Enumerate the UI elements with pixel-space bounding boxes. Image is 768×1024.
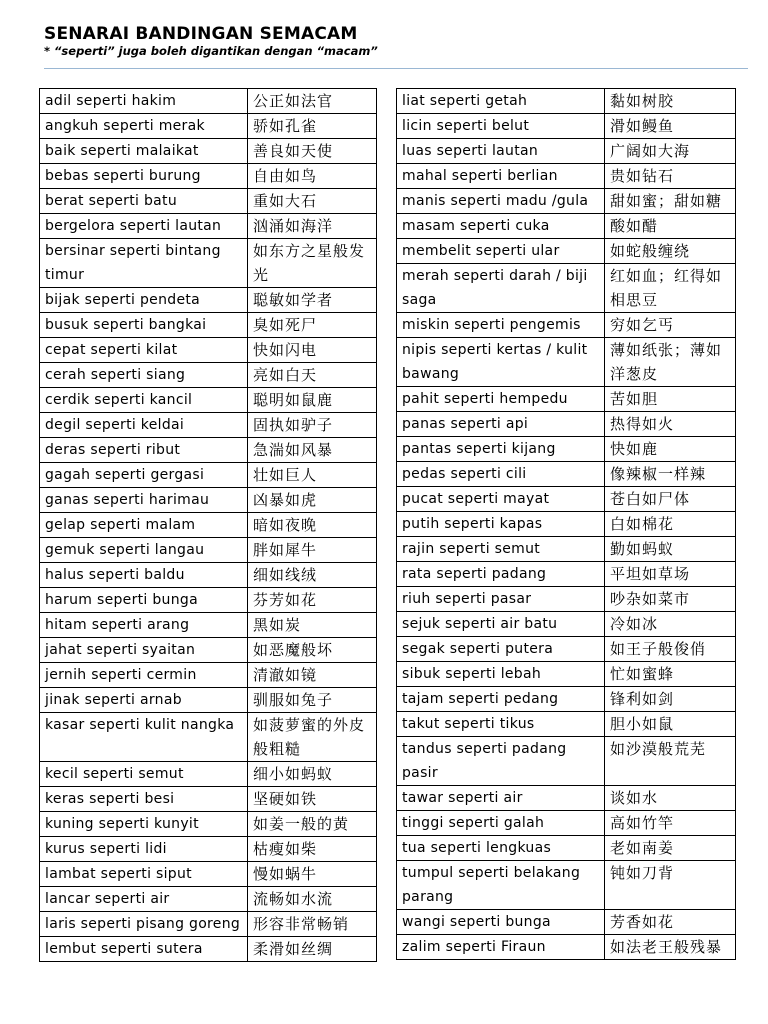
table-row — [397, 637, 736, 662]
chinese-translation: 枯瘦如柴 — [248, 837, 377, 862]
chinese-translation: 胆小如鼠 — [605, 712, 736, 737]
malay-simile: riuh seperti pasar — [397, 587, 605, 612]
chinese-translation: 老如南姜 — [605, 836, 736, 861]
chinese-translation: 亮如白天 — [248, 363, 377, 388]
table-row — [40, 363, 377, 388]
table-row — [40, 638, 377, 663]
table-row — [397, 139, 736, 164]
malay-simile: degil seperti keldai — [40, 413, 248, 438]
table-row — [397, 512, 736, 537]
malay-simile: rata seperti padang — [397, 562, 605, 587]
table-row — [40, 862, 377, 887]
chinese-translation: 臭如死尸 — [248, 313, 377, 338]
chinese-translation: 钝如刀背 — [605, 861, 736, 910]
malay-simile: kecil seperti semut — [40, 762, 248, 787]
malay-simile: gelap seperti malam — [40, 513, 248, 538]
table-row — [397, 387, 736, 412]
malay-simile: cerdik seperti kancil — [40, 388, 248, 413]
chinese-translation: 酸如醋 — [605, 214, 736, 239]
table-row — [40, 588, 377, 613]
malay-simile: putih seperti kapas — [397, 512, 605, 537]
malay-simile: laris seperti pisang goreng — [40, 912, 248, 937]
document-subtitle: * “seperti” juga boleh digantikan dengan “macam” — [44, 44, 378, 58]
malay-simile: angkuh seperti merak — [40, 114, 248, 139]
table-row — [40, 563, 377, 588]
malay-simile: miskin seperti pengemis — [397, 313, 605, 338]
malay-simile: membelit seperti ular — [397, 239, 605, 264]
table-row — [40, 388, 377, 413]
table-row — [40, 812, 377, 837]
table-row — [40, 463, 377, 488]
malay-simile: cepat seperti kilat — [40, 338, 248, 363]
chinese-translation: 急湍如风暴 — [248, 438, 377, 463]
chinese-translation: 白如棉花 — [605, 512, 736, 537]
table-row — [40, 189, 377, 214]
chinese-translation: 公正如法官 — [248, 89, 377, 114]
malay-simile: deras seperti ribut — [40, 438, 248, 463]
malay-simile: tumpul seperti belakang parang — [397, 861, 605, 910]
table-row — [40, 288, 377, 313]
table-row — [40, 887, 377, 912]
chinese-translation: 谈如水 — [605, 786, 736, 811]
malay-simile: halus seperti baldu — [40, 563, 248, 588]
table-row — [397, 562, 736, 587]
malay-simile: pahit seperti hempedu — [397, 387, 605, 412]
chinese-translation: 如菠萝蜜的外皮般粗糙 — [248, 713, 377, 762]
header-divider — [44, 68, 748, 69]
table-row — [40, 613, 377, 638]
chinese-translation: 穷如乞丐 — [605, 313, 736, 338]
malay-simile: bergelora seperti lautan — [40, 214, 248, 239]
malay-simile: gemuk seperti langau — [40, 538, 248, 563]
chinese-translation: 热得如火 — [605, 412, 736, 437]
table-row — [40, 438, 377, 463]
malay-simile: gagah seperti gergasi — [40, 463, 248, 488]
chinese-translation: 勤如蚂蚁 — [605, 537, 736, 562]
table-row — [397, 89, 736, 114]
malay-simile: nipis seperti kertas / kulit bawang — [397, 338, 605, 387]
right-simile-table — [396, 88, 736, 960]
malay-simile: tawar seperti air — [397, 786, 605, 811]
table-row — [397, 935, 736, 960]
chinese-translation: 如沙漠般荒芜 — [605, 737, 736, 786]
chinese-translation: 如东方之星般发光 — [248, 239, 377, 288]
chinese-translation: 暗如夜晚 — [248, 513, 377, 538]
table-row — [40, 338, 377, 363]
chinese-translation: 骄如孔雀 — [248, 114, 377, 139]
malay-simile: pantas seperti kijang — [397, 437, 605, 462]
table-row — [397, 264, 736, 313]
chinese-translation: 聪明如鼠鹿 — [248, 388, 377, 413]
table-row — [40, 937, 377, 962]
table-row — [397, 462, 736, 487]
table-row — [397, 239, 736, 264]
table-row — [397, 786, 736, 811]
table-row — [40, 513, 377, 538]
malay-simile: jinak seperti arnab — [40, 688, 248, 713]
malay-simile: pucat seperti mayat — [397, 487, 605, 512]
table-row — [397, 313, 736, 338]
malay-simile: harum seperti bunga — [40, 588, 248, 613]
chinese-translation: 慢如蜗牛 — [248, 862, 377, 887]
table-row — [40, 688, 377, 713]
table-row — [40, 239, 377, 288]
chinese-translation: 固执如驴子 — [248, 413, 377, 438]
table-row — [397, 214, 736, 239]
chinese-translation: 凶暴如虎 — [248, 488, 377, 513]
table-row — [397, 811, 736, 836]
table-row — [40, 912, 377, 937]
malay-simile: masam seperti cuka — [397, 214, 605, 239]
malay-simile: kasar seperti kulit nangka — [40, 713, 248, 762]
chinese-translation: 汹涌如海洋 — [248, 214, 377, 239]
chinese-translation: 清澈如镜 — [248, 663, 377, 688]
table-row — [40, 114, 377, 139]
malay-simile: sibuk seperti lebah — [397, 662, 605, 687]
chinese-translation: 胖如犀牛 — [248, 538, 377, 563]
table-row — [397, 861, 736, 910]
table-row — [40, 762, 377, 787]
malay-simile: lancar seperti air — [40, 887, 248, 912]
table-row — [397, 114, 736, 139]
table-row — [40, 214, 377, 239]
table-row — [40, 713, 377, 762]
chinese-translation: 善良如天使 — [248, 139, 377, 164]
chinese-translation: 快如鹿 — [605, 437, 736, 462]
malay-simile: takut seperti tikus — [397, 712, 605, 737]
table-row — [397, 712, 736, 737]
malay-simile: kurus seperti lidi — [40, 837, 248, 862]
chinese-translation: 重如大石 — [248, 189, 377, 214]
malay-simile: manis seperti madu /gula — [397, 189, 605, 214]
table-row — [397, 189, 736, 214]
table-row — [397, 662, 736, 687]
malay-simile: merah seperti darah / biji saga — [397, 264, 605, 313]
table-row — [397, 164, 736, 189]
chinese-translation: 壮如巨人 — [248, 463, 377, 488]
table-row — [397, 587, 736, 612]
chinese-translation: 形容非常畅销 — [248, 912, 377, 937]
malay-simile: keras seperti besi — [40, 787, 248, 812]
malay-simile: mahal seperti berlian — [397, 164, 605, 189]
chinese-translation: 红如血；红得如相思豆 — [605, 264, 736, 313]
malay-simile: hitam seperti arang — [40, 613, 248, 638]
table-row — [40, 139, 377, 164]
table-row — [397, 612, 736, 637]
chinese-translation: 苦如胆 — [605, 387, 736, 412]
chinese-translation: 快如闪电 — [248, 338, 377, 363]
left-simile-table — [39, 88, 377, 962]
malay-simile: bijak seperti pendeta — [40, 288, 248, 313]
malay-simile: tandus seperti padang pasir — [397, 737, 605, 786]
chinese-translation: 黏如树胶 — [605, 89, 736, 114]
malay-simile: tinggi seperti galah — [397, 811, 605, 836]
chinese-translation: 贵如钻石 — [605, 164, 736, 189]
malay-simile: kuning seperti kunyit — [40, 812, 248, 837]
table-row — [397, 487, 736, 512]
chinese-translation: 平坦如草场 — [605, 562, 736, 587]
chinese-translation: 忙如蜜蜂 — [605, 662, 736, 687]
table-row — [40, 89, 377, 114]
table-row — [397, 437, 736, 462]
malay-simile: lambat seperti siput — [40, 862, 248, 887]
table-row — [397, 737, 736, 786]
chinese-translation: 柔滑如丝绸 — [248, 937, 377, 962]
table-row — [397, 537, 736, 562]
chinese-translation: 薄如纸张；薄如洋葱皮 — [605, 338, 736, 387]
chinese-translation: 如蛇般缠绕 — [605, 239, 736, 264]
malay-simile: bebas seperti burung — [40, 164, 248, 189]
chinese-translation: 芳香如花 — [605, 910, 736, 935]
malay-simile: pedas seperti cili — [397, 462, 605, 487]
chinese-translation: 锋利如剑 — [605, 687, 736, 712]
table-row — [40, 488, 377, 513]
malay-simile: segak seperti putera — [397, 637, 605, 662]
chinese-translation: 像辣椒一样辣 — [605, 462, 736, 487]
chinese-translation: 冷如冰 — [605, 612, 736, 637]
document-header — [44, 24, 378, 59]
malay-simile: bersinar seperti bintang timur — [40, 239, 248, 288]
chinese-translation: 如姜一般的黄 — [248, 812, 377, 837]
chinese-translation: 甜如蜜；甜如糖 — [605, 189, 736, 214]
table-row — [40, 313, 377, 338]
chinese-translation: 聪敏如学者 — [248, 288, 377, 313]
table-row — [397, 687, 736, 712]
table-row — [397, 412, 736, 437]
chinese-translation: 细如线绒 — [248, 563, 377, 588]
table-row — [40, 837, 377, 862]
chinese-translation: 广阔如大海 — [605, 139, 736, 164]
chinese-translation: 如法老王般残暴 — [605, 935, 736, 960]
malay-simile: licin seperti belut — [397, 114, 605, 139]
malay-simile: wangi seperti bunga — [397, 910, 605, 935]
malay-simile: busuk seperti bangkai — [40, 313, 248, 338]
table-row — [40, 413, 377, 438]
table-row — [40, 538, 377, 563]
malay-simile: cerah seperti siang — [40, 363, 248, 388]
table-row — [397, 910, 736, 935]
document-title: SENARAI BANDINGAN SEMACAM — [44, 24, 358, 44]
malay-simile: panas seperti api — [397, 412, 605, 437]
malay-simile: adil seperti hakim — [40, 89, 248, 114]
malay-simile: jahat seperti syaitan — [40, 638, 248, 663]
malay-simile: liat seperti getah — [397, 89, 605, 114]
malay-simile: rajin seperti semut — [397, 537, 605, 562]
chinese-translation: 驯服如兔子 — [248, 688, 377, 713]
table-row — [40, 663, 377, 688]
chinese-translation: 如恶魔般坏 — [248, 638, 377, 663]
malay-simile: jernih seperti cermin — [40, 663, 248, 688]
malay-simile: lembut seperti sutera — [40, 937, 248, 962]
malay-simile: tajam seperti pedang — [397, 687, 605, 712]
table-row — [397, 836, 736, 861]
malay-simile: ganas seperti harimau — [40, 488, 248, 513]
chinese-translation: 坚硬如铁 — [248, 787, 377, 812]
malay-simile: luas seperti lautan — [397, 139, 605, 164]
chinese-translation: 流畅如水流 — [248, 887, 377, 912]
chinese-translation: 细小如蚂蚁 — [248, 762, 377, 787]
chinese-translation: 滑如鳗鱼 — [605, 114, 736, 139]
table-row — [40, 164, 377, 189]
malay-simile: zalim seperti Firaun — [397, 935, 605, 960]
chinese-translation: 自由如鸟 — [248, 164, 377, 189]
malay-simile: tua seperti lengkuas — [397, 836, 605, 861]
chinese-translation: 高如竹竿 — [605, 811, 736, 836]
chinese-translation: 苍白如尸体 — [605, 487, 736, 512]
table-row — [40, 787, 377, 812]
malay-simile: berat seperti batu — [40, 189, 248, 214]
table-row — [397, 338, 736, 387]
malay-simile: baik seperti malaikat — [40, 139, 248, 164]
malay-simile: sejuk seperti air batu — [397, 612, 605, 637]
chinese-translation: 吵杂如菜市 — [605, 587, 736, 612]
chinese-translation: 如王子般俊俏 — [605, 637, 736, 662]
chinese-translation: 芬芳如花 — [248, 588, 377, 613]
chinese-translation: 黑如炭 — [248, 613, 377, 638]
